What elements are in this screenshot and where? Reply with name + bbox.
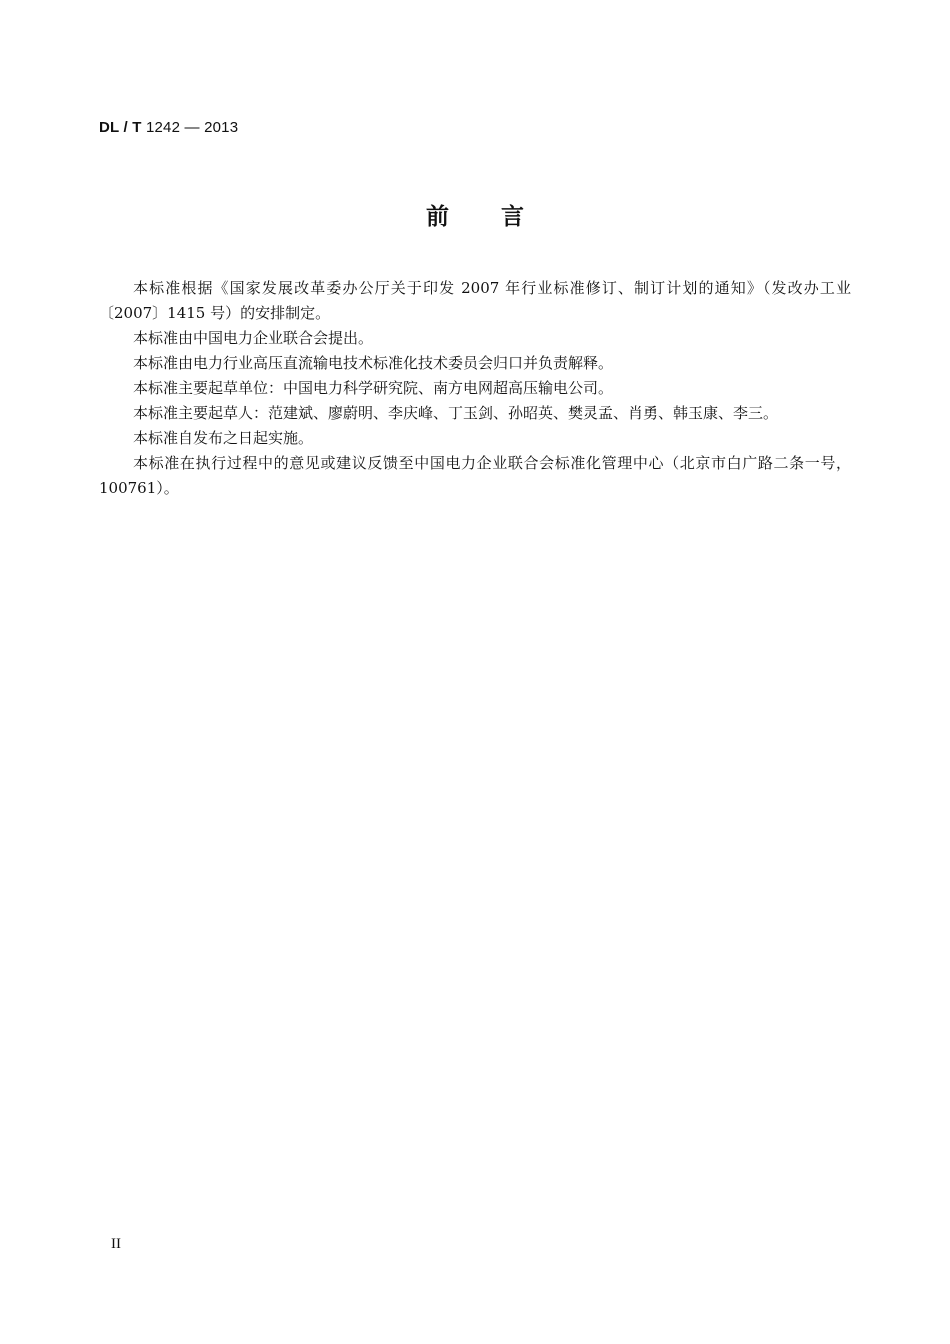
paragraph-drafters: 本标准主要起草人：范建斌、廖蔚明、李庆峰、丁玉剑、孙昭英、樊灵孟、肖勇、韩玉康、李三。	[133, 404, 779, 422]
document-code-number: 1242 — 2013	[145, 119, 239, 136]
page-number: II	[111, 1236, 121, 1252]
paragraph-feedback: 本标准在执行过程中的意见或建议反馈至中国电力企业联合会标准化管理中心（北京市白广路二条一号，100761）。	[99, 454, 851, 497]
paragraph-drafting-units: 本标准主要起草单位：中国电力科学研究院、南方电网超高压输电公司。	[133, 379, 614, 397]
document-code	[99, 119, 238, 136]
paragraph-basis: 本标准根据《国家发展改革委办公厅关于印发 2007 年行业标准修订、制订计划的通知》（发改办工业〔2007〕1415 号）的安排制定。	[99, 279, 851, 322]
foreword-body	[99, 276, 851, 501]
document-code-prefix: DL / T	[99, 119, 142, 136]
paragraph-proposer: 本标准由中国电力企业联合会提出。	[133, 329, 374, 347]
section-title: 前言	[426, 204, 576, 230]
paragraph-effective: 本标准自发布之日起实施。	[133, 429, 314, 447]
paragraph-responsible-committee: 本标准由电力行业高压直流输电技术标准化技术委员会归口并负责解释。	[133, 354, 614, 372]
